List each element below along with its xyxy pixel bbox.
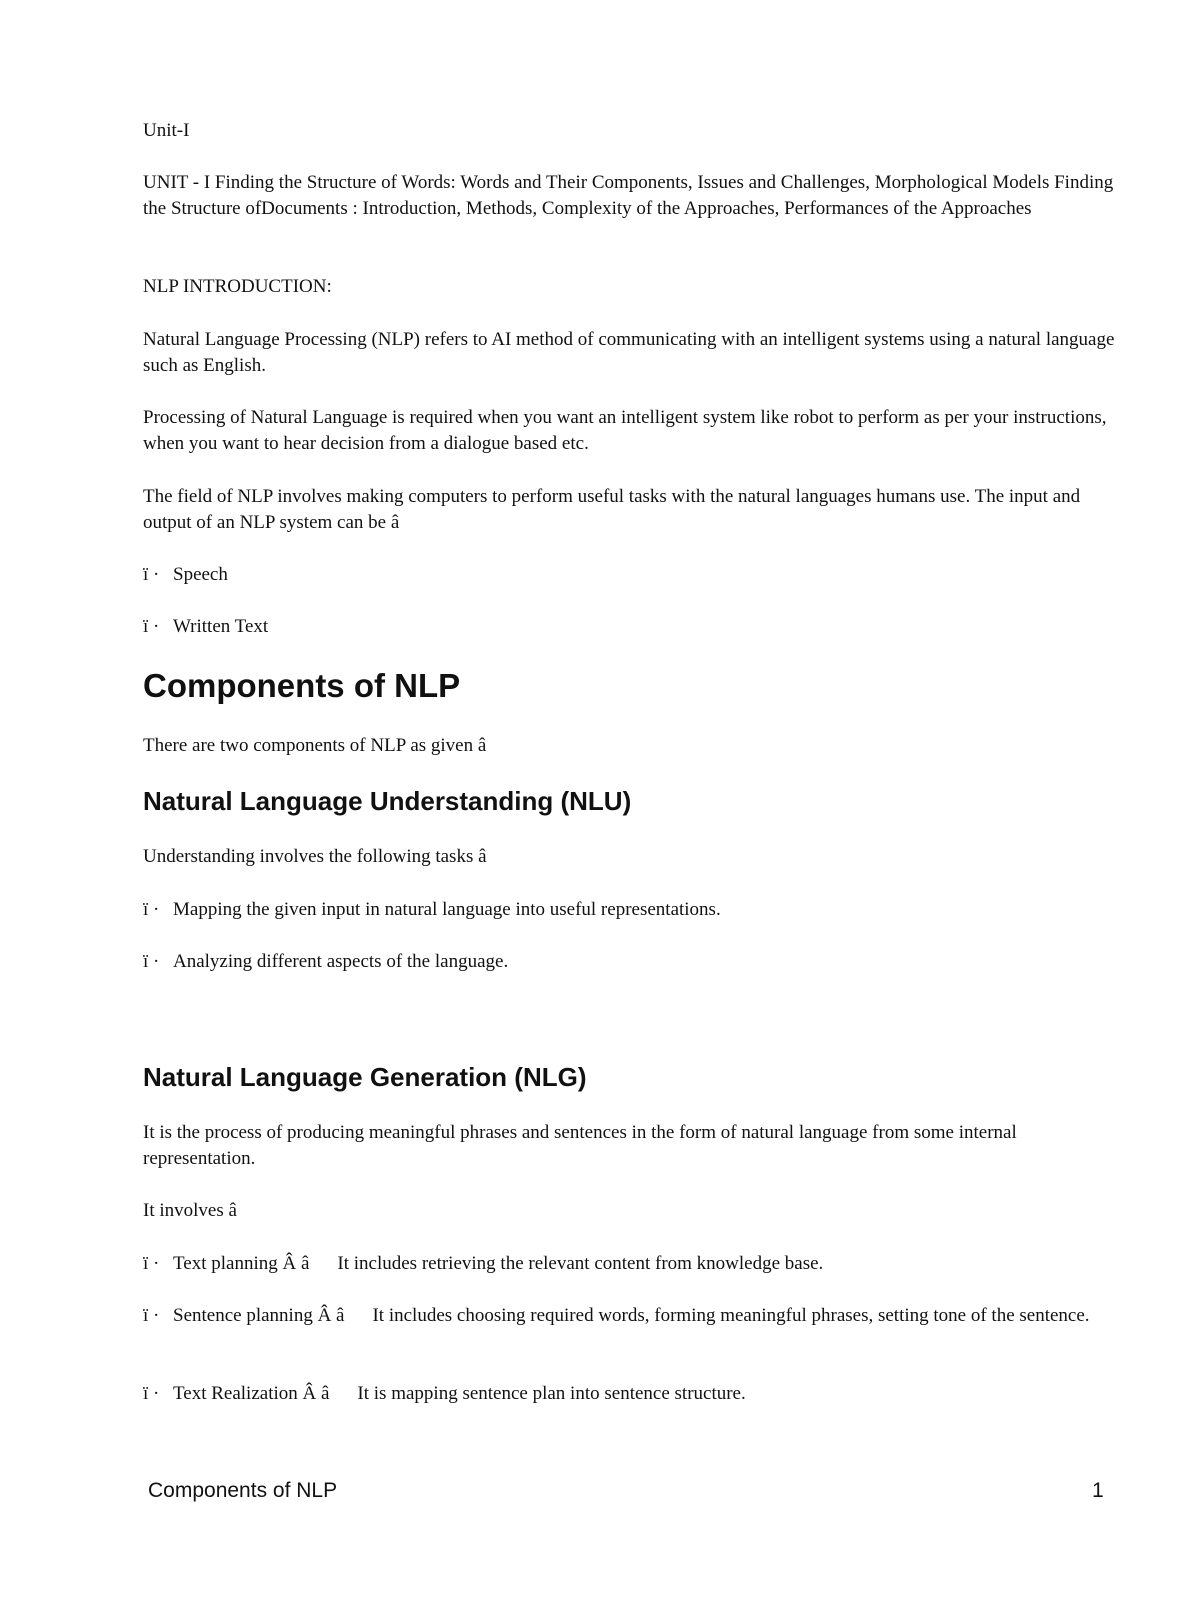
nlg-heading: Natural Language Generation (NLG) <box>143 1062 587 1092</box>
nlg-item-term: Text Realization Â â <box>173 1383 330 1404</box>
io-item-speech: Speech <box>173 564 228 585</box>
list-item <box>143 1251 1118 1277</box>
syllabus-paragraph: UNIT - I Finding the Structure of Words: Words and Their Components, Issues and Challenges, Morphological Models Finding the Structure ofDocuments : Introduction, Methods, Complexity of the Approaches, Performances of the Approaches <box>143 172 1114 219</box>
io-item-written-text: Written Text <box>173 616 269 637</box>
components-intro: There are two components of NLP as given â <box>143 735 487 756</box>
nlg-item-desc: It includes choosing required words, forming meaningful phrases, setting tone of the sentence. <box>372 1305 1090 1326</box>
bullet-icon: ï · <box>143 564 160 585</box>
nlg-item-term: Text planning Â â <box>173 1253 310 1274</box>
list-item <box>143 949 1118 975</box>
nlg-item-term: Sentence planning Â â <box>173 1305 345 1326</box>
unit-label: Unit-I <box>143 120 190 141</box>
list-item <box>143 1303 1118 1329</box>
bullet-icon: ï · <box>143 616 160 637</box>
footer-title: Components of NLP <box>148 1479 338 1502</box>
components-heading: Components of NLP <box>143 667 461 704</box>
nlu-item-analyzing: Analyzing different aspects of the language. <box>173 951 509 972</box>
nlg-item-desc: It includes retrieving the relevant content from knowledge base. <box>337 1253 824 1274</box>
nlg-involves: It involves â <box>143 1200 237 1221</box>
nlu-intro: Understanding involves the following tasks â <box>143 846 487 867</box>
bullet-icon: ï · <box>143 899 160 920</box>
list-item <box>143 614 1118 640</box>
nlu-item-mapping: Mapping the given input in natural language into useful representations. <box>173 899 721 920</box>
list-item <box>143 562 1118 588</box>
bullet-icon: ï · <box>143 951 160 972</box>
processing-paragraph: Processing of Natural Language is required when you want an intelligent system like robot to perform as per your instructions, when you want to hear decision from a dialogue based etc. <box>143 407 1107 454</box>
list-item <box>143 1381 1118 1407</box>
nlp-definition-paragraph: Natural Language Processing (NLP) refers to AI method of communicating with an intelligent systems using a natural language such as English. <box>143 329 1115 376</box>
nlg-item-desc: It is mapping sentence plan into sentence structure. <box>357 1383 746 1404</box>
nlg-definition: It is the process of producing meaningful phrases and sentences in the form of natural language from some internal representation. <box>143 1122 1017 1169</box>
field-paragraph: The field of NLP involves making computers to perform useful tasks with the natural languages humans use. The input and output of an NLP system can be â <box>143 486 1081 533</box>
nlp-intro-heading: NLP INTRODUCTION: <box>143 276 332 297</box>
bullet-icon: ï · <box>143 1305 160 1326</box>
bullet-icon: ï · <box>143 1383 160 1404</box>
bullet-icon: ï · <box>143 1253 160 1274</box>
page-number: 1 <box>1092 1479 1104 1502</box>
list-item <box>143 897 1118 923</box>
nlu-heading: Natural Language Understanding (NLU) <box>143 786 632 816</box>
